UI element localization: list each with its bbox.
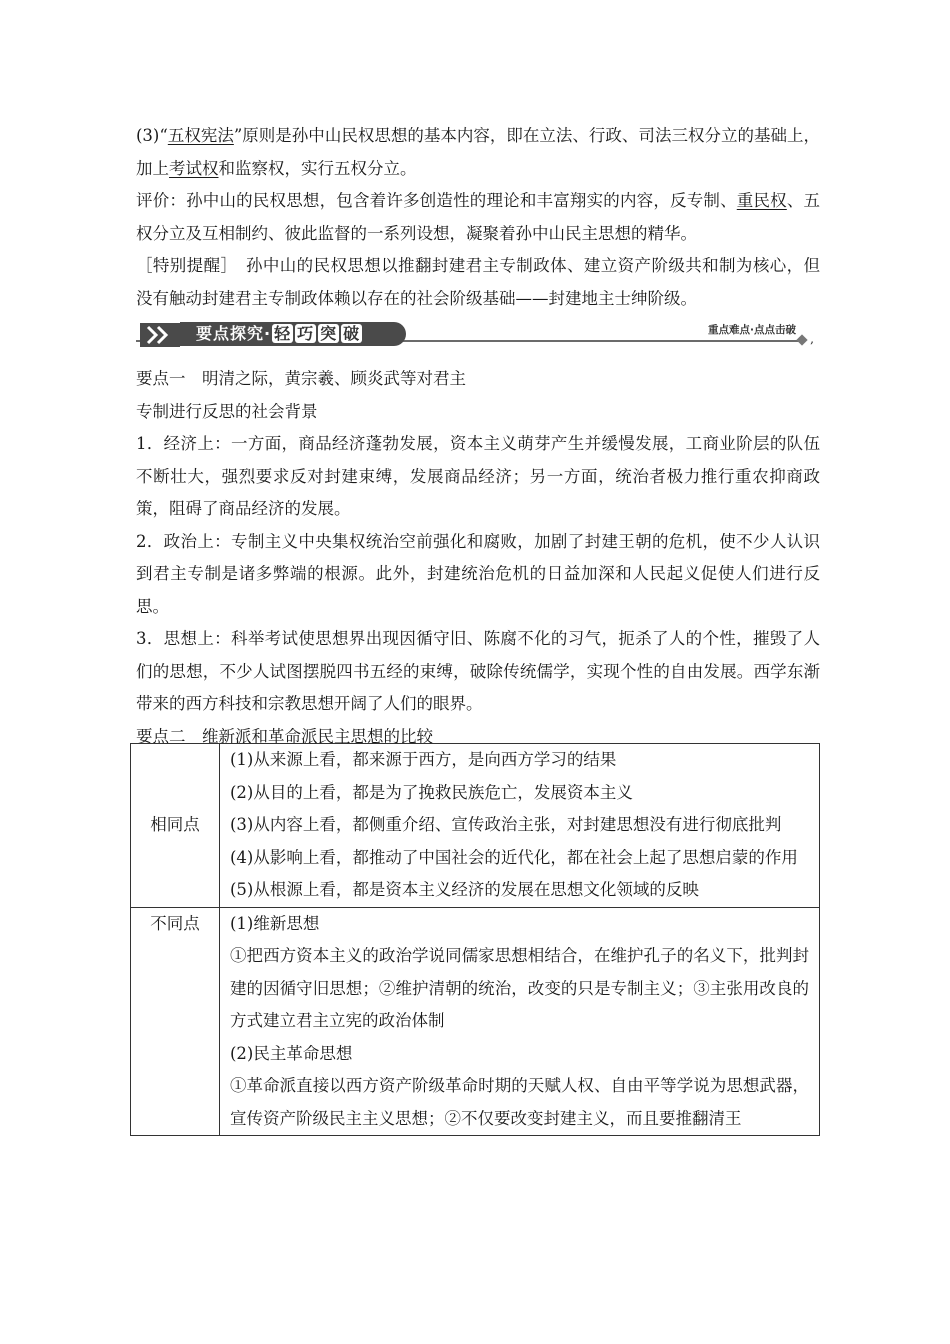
comparison-table bbox=[130, 743, 820, 1136]
same-label: 相同点 bbox=[131, 744, 220, 908]
list-item: (1)维新思想 bbox=[230, 913, 320, 933]
evaluation-paragraph bbox=[136, 185, 820, 250]
banner-highlight: 破 bbox=[343, 324, 361, 343]
diamond-icon bbox=[796, 334, 807, 345]
point1-heading-line1: 要点一 明清之际，黄宗羲、顾炎武等对君主 bbox=[136, 369, 466, 388]
point1-economy: 1．经济上：一方面，商品经济蓬勃发展，资本主义萌芽产生并缓慢发展，工商业阶层的队伍不断壮大，强烈要求反对封建束缚，发展商品经济；另一方面，统治者极力推行重农抑商政策，阻碍了商品经济的发展。 bbox=[136, 434, 820, 518]
point1-heading-line2: 专制进行反思的社会背景 bbox=[136, 401, 318, 421]
table-row bbox=[131, 907, 820, 1136]
special-reminder: ［特别提醒］ 孙中山的民权思想以推翻封建君主专制政体、建立资产阶级共和制为核心，但没有触动封建君主专制政体赖以存在的社会阶级基础——封建地主士绅阶级。 bbox=[136, 256, 820, 308]
list-item: (2)从目的上看，都是为了挽救民族危亡，发展资本主义 bbox=[230, 782, 633, 802]
wuquan-paragraph bbox=[136, 120, 820, 185]
wuquan-term: 五权宪法 bbox=[167, 126, 234, 145]
kaoshi-term: 考试权 bbox=[169, 158, 219, 178]
minquan-term: 重民权 bbox=[736, 191, 787, 210]
text: (3)“ bbox=[136, 126, 168, 145]
list-item: (4)从影响上看，都推动了中国社会的近代化，都在社会上起了思想启蒙的作用 bbox=[230, 847, 798, 867]
list-item: ①把西方资本主义的政治学说同儒家思想相结合，在维护孔子的名义下，批判封建的因循守旧思想；②维护清朝的统治，改变的只是专制主义；③主张用改良的方式建立君主立宪的政治体制 bbox=[230, 946, 809, 1030]
banner-highlight: 突 bbox=[320, 324, 338, 343]
text: 、五权分立及互相制约、彼此监督的一系列设想，凝聚着孙中山民主思想的精华。 bbox=[136, 191, 820, 243]
banner-title-text: 要点探究 bbox=[196, 324, 265, 343]
list-item: (1)从来源上看，都来源于西方，是向西方学习的结果 bbox=[230, 750, 617, 769]
banner-highlight: 轻 bbox=[274, 324, 292, 343]
double-chevron-icon bbox=[140, 323, 180, 347]
list-item: (5)从根源上看，都是资本主义经济的发展在思想文化领域的反映 bbox=[230, 880, 699, 899]
list-item: (2)民主革命思想 bbox=[230, 1043, 353, 1063]
section-banner bbox=[136, 321, 820, 349]
page-content bbox=[136, 120, 820, 753]
table-row bbox=[131, 744, 820, 908]
diff-label: 不同点 bbox=[131, 907, 220, 1136]
banner-highlight: 巧 bbox=[297, 324, 315, 343]
banner-subtitle: 重点难点·点点击破 bbox=[708, 324, 796, 336]
point1-thought: 3．思想上：科举考试使思想界出现因循守旧、陈腐不化的习气，扼杀了人的个性，摧毁了人们的思想，不少人试图摆脱四书五经的束缚，破除传统儒学，实现个性的自由发展。西学东渐带来的西方科技和宗教思想开阔了人们的眼界。 bbox=[136, 629, 820, 713]
text: 评价：孙中山的民权思想，包含着许多创造性的理论和丰富翔实的内容，反专制、 bbox=[136, 191, 737, 210]
point2-heading: 要点二 维新派和革命派民主思想的比较 bbox=[136, 726, 433, 746]
text: 和监察权，实行五权分立。 bbox=[218, 158, 417, 178]
banner-title bbox=[196, 321, 363, 347]
list-item: (3)从内容上看，都侧重介绍、宣传政治主张，对封建思想没有进行彻底批判 bbox=[230, 815, 782, 834]
list-item: ①革命派直接以西方资产阶级革命时期的天赋人权、自由平等学说为思想武器，宣传资产阶级民主主义思想；②不仅要改变封建主义，而且要推翻清王 bbox=[230, 1076, 809, 1128]
point1-politics: 2．政治上：专制主义中央集权统治空前强化和腐败，加剧了封建王朝的危机，使不少人认识到君主专制是诸多弊端的根源。此外，封建统治危机的日益加深和人民起义促使人们进行反思。 bbox=[136, 531, 820, 616]
same-cell bbox=[220, 744, 820, 908]
banner-dot: · bbox=[264, 324, 272, 343]
banner-comma: , bbox=[810, 332, 814, 346]
diff-cell bbox=[220, 907, 820, 1136]
text: ”原则是孙中山民权思想的基本内容，即在立法、行政、司法三权分立的基础上，加上 bbox=[136, 126, 820, 178]
